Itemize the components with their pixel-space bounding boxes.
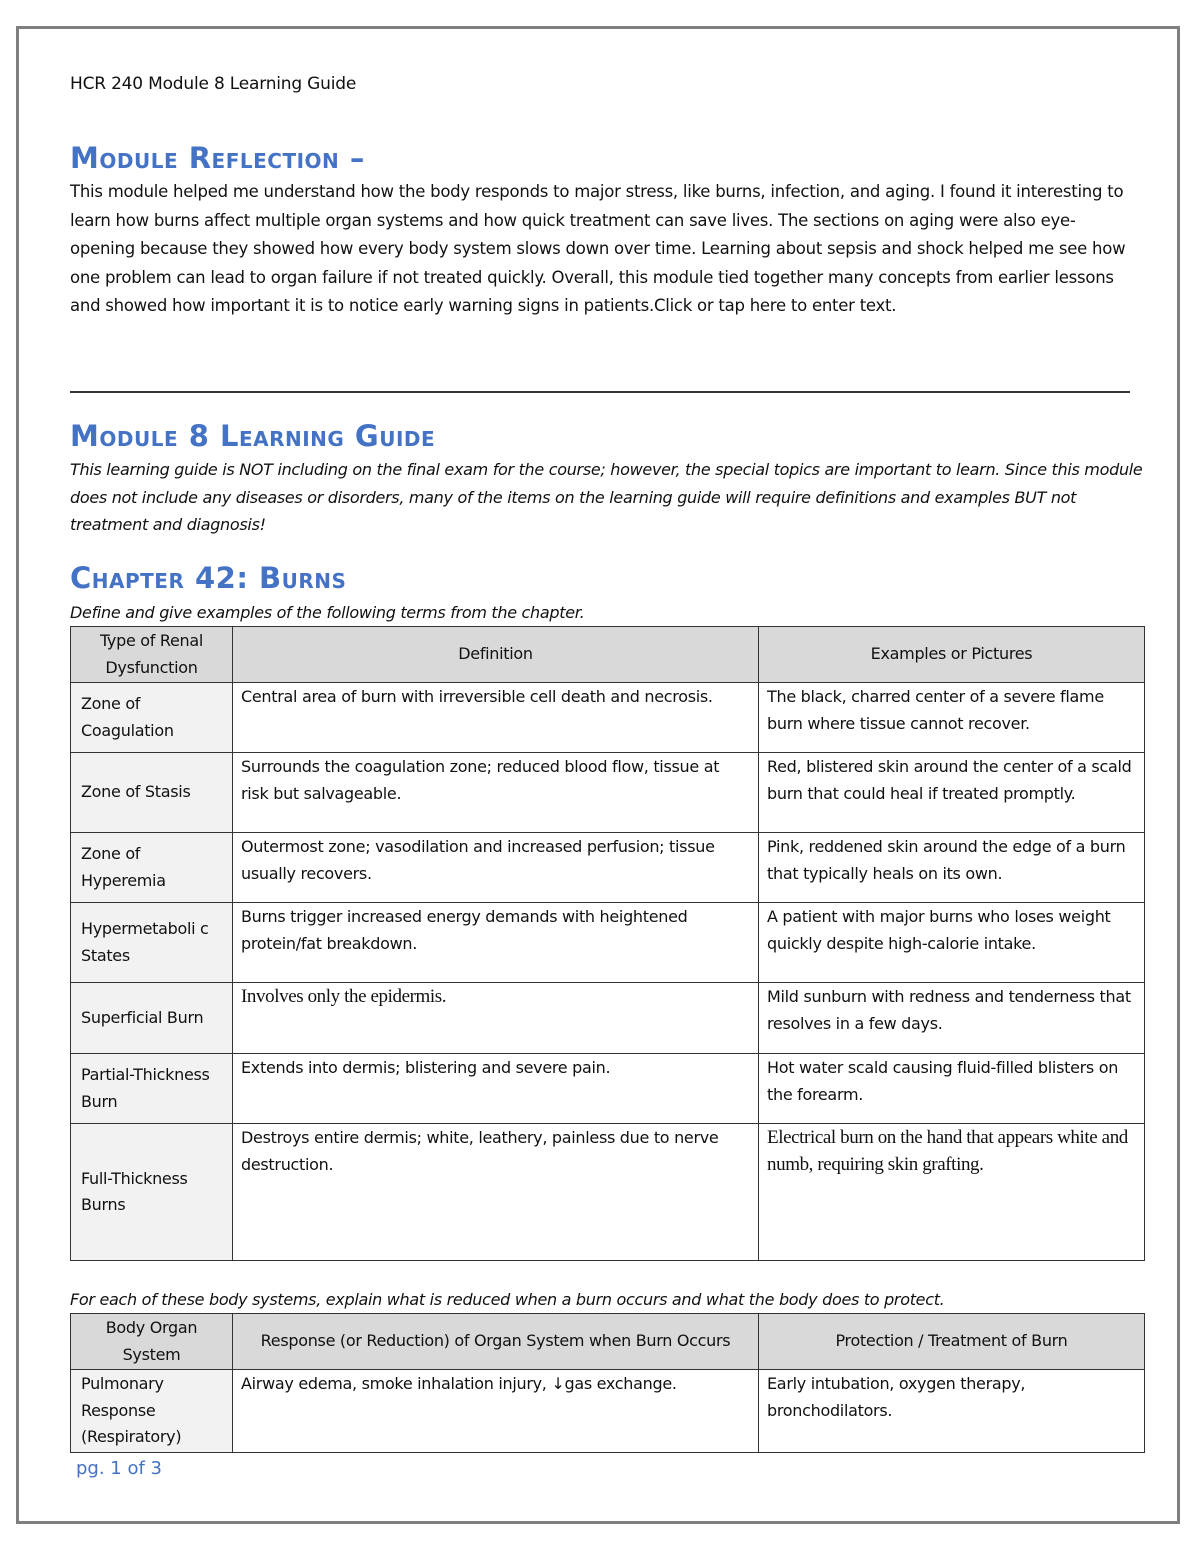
column-header-term: Type of Renal Dysfunction	[71, 627, 233, 683]
column-header-response: Response (or Reduction) of Organ System when Burn Occurs	[233, 1314, 759, 1370]
content-control-placeholder[interactable]: Click or tap here to enter text.	[653, 296, 897, 315]
definition-cell[interactable]: Outermost zone; vasodilation and increased perfusion; tissue usually recovers.	[233, 833, 759, 903]
learning-guide-heading: Module 8 Learning Guide	[70, 419, 436, 453]
table-row	[71, 683, 1145, 753]
column-header-system: Body Organ System	[71, 1314, 233, 1370]
example-cell[interactable]: A patient with major burns who loses weight quickly despite high-calorie intake.	[759, 903, 1145, 983]
reflection-text-field[interactable]	[70, 178, 1140, 321]
reflection-heading: Module Reflection –	[70, 141, 365, 175]
table-header-row	[71, 1314, 1145, 1370]
reflection-body: This module helped me understand how the body responds to major stress, like burns, infection, and aging. I found it interesting to learn how burns affect multiple organ systems and how quick treatment can save lives. The sections on aging were also eye-opening because they showed how every body system slows down over time. Learning about sepsis and shock helped me see how one problem can lead to organ failure if not treated quickly. Overall, this module tied together many concepts from earlier lessons and showed how important it is to notice early warning signs in patients.	[70, 182, 1126, 315]
column-header-examples: Examples or Pictures	[759, 627, 1145, 683]
row-term: Partial-Thickness Burn	[71, 1054, 233, 1124]
burn-terms-table	[70, 626, 1145, 1261]
page-number: pg. 1 of 3	[76, 1458, 162, 1479]
horizontal-divider	[70, 391, 1130, 393]
row-system: Pulmonary Response (Respiratory)	[71, 1370, 233, 1453]
example-cell[interactable]: Pink, reddened skin around the edge of a burn that typically heals on its own.	[759, 833, 1145, 903]
table-row	[71, 1054, 1145, 1124]
body-systems-instruction: For each of these body systems, explain what is reduced when a burn occurs and what the body does to protect.	[70, 1290, 945, 1309]
learning-guide-note: This learning guide is NOT including on the final exam for the course; however, the special topics are important to learn. Since this module does not include any diseases or disorders, many of the items on the learning guide will require definitions and examples BUT not treatment and diagnosis!	[70, 460, 1143, 534]
table-row	[71, 983, 1145, 1054]
definition-cell[interactable]: Central area of burn with irreversible cell death and necrosis.	[233, 683, 759, 753]
chapter-42-heading: Chapter 42: Burns	[70, 561, 347, 595]
row-term: Zone of Coagulation	[71, 683, 233, 753]
response-cell[interactable]: Airway edema, smoke inhalation injury, ↓gas exchange.	[233, 1370, 759, 1453]
example-cell[interactable]: Red, blistered skin around the center of a scald burn that could heal if treated promptly.	[759, 753, 1145, 833]
row-term: Full-Thickness Burns	[71, 1124, 233, 1261]
definition-cell[interactable]: Destroys entire dermis; white, leathery, painless due to nerve destruction.	[233, 1124, 759, 1261]
definition-cell[interactable]: Involves only the epidermis.	[233, 983, 759, 1054]
table-row	[71, 753, 1145, 833]
definition-cell[interactable]: Surrounds the coagulation zone; reduced blood flow, tissue at risk but salvageable.	[233, 753, 759, 833]
example-cell[interactable]: Mild sunburn with redness and tenderness that resolves in a few days.	[759, 983, 1145, 1054]
column-header-definition: Definition	[233, 627, 759, 683]
protection-cell[interactable]: Early intubation, oxygen therapy, bronchodilators.	[759, 1370, 1145, 1453]
row-term: Zone of Hyperemia	[71, 833, 233, 903]
definition-cell[interactable]: Extends into dermis; blistering and severe pain.	[233, 1054, 759, 1124]
column-header-protection: Protection / Treatment of Burn	[759, 1314, 1145, 1370]
table-row	[71, 903, 1145, 983]
row-term: Zone of Stasis	[71, 753, 233, 833]
example-cell[interactable]: Electrical burn on the hand that appears white and numb, requiring skin grafting.	[759, 1124, 1145, 1261]
body-systems-table	[70, 1313, 1145, 1453]
row-term: Superficial Burn	[71, 983, 233, 1054]
definition-cell[interactable]: Burns trigger increased energy demands with heightened protein/fat breakdown.	[233, 903, 759, 983]
table-header-row	[71, 627, 1145, 683]
table-row	[71, 833, 1145, 903]
table-row	[71, 1370, 1145, 1453]
row-term: Hypermetaboli c States	[71, 903, 233, 983]
example-cell[interactable]: The black, charred center of a severe flame burn where tissue cannot recover.	[759, 683, 1145, 753]
example-cell[interactable]: Hot water scald causing fluid-filled blisters on the forearm.	[759, 1054, 1145, 1124]
document-header: HCR 240 Module 8 Learning Guide	[70, 74, 357, 94]
table-row	[71, 1124, 1145, 1261]
chapter-42-instruction: Define and give examples of the following terms from the chapter.	[70, 603, 585, 622]
